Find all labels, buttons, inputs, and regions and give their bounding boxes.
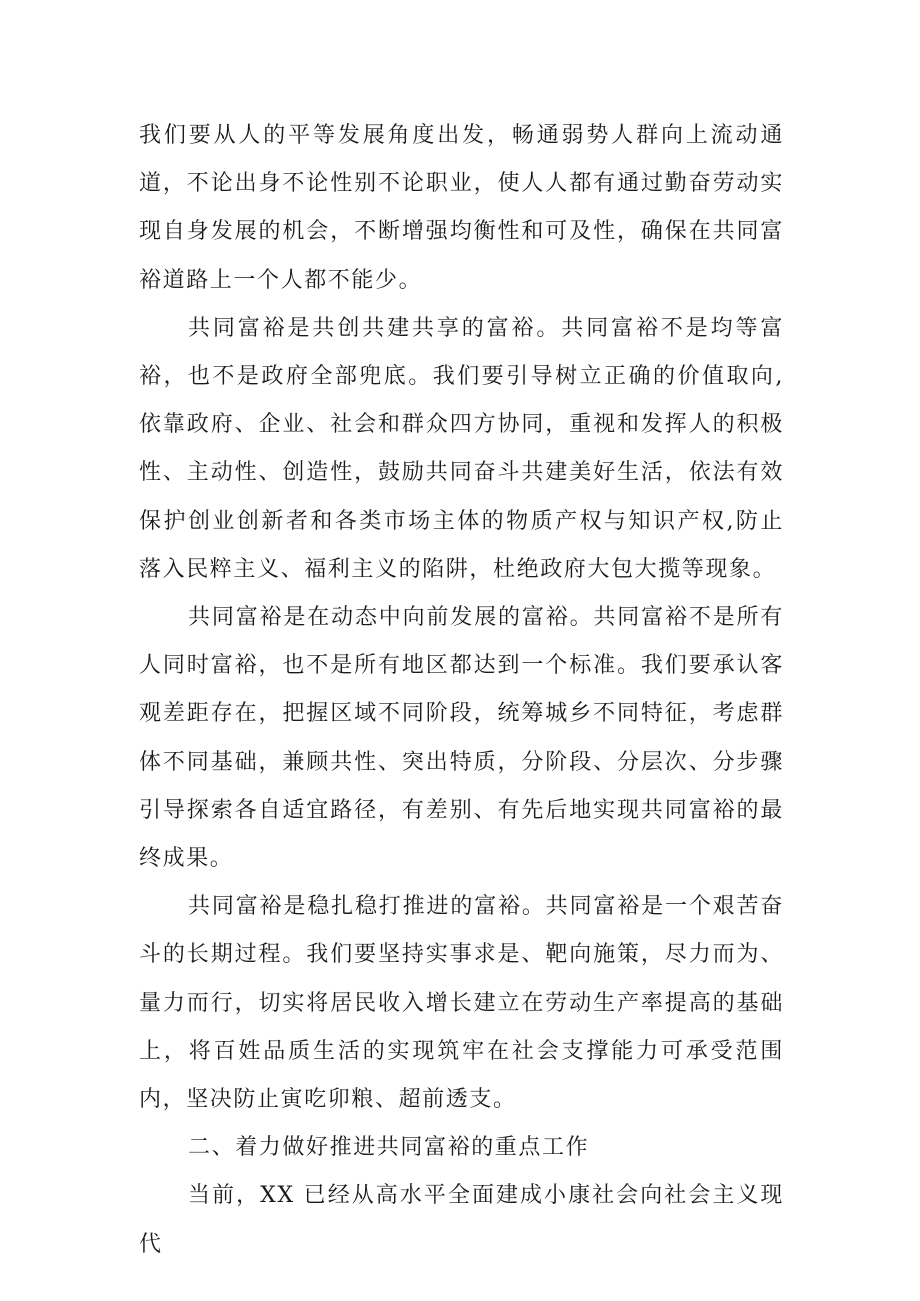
paragraph-shared-prosperity-co-creation: 共同富裕是共创共建共享的富裕。共同富裕不是均等富裕，也不是政府全部兜底。我们要引导树立正确的价值取向,依靠政府、企业、社会和群众四方协同，重视和发挥人的积极性、主动性、创造性，鼓励共同奋斗共建美好生活，依法有效保护创业创新者和各类市场主体的物质产权与知识产权,防止落入民粹主义、福利主义的陷阱，杜绝政府大包大揽等现象。	[139, 315, 784, 582]
paragraph-steady-progress: 共同富裕是稳扎稳打推进的富裕。共同富裕是一个艰苦奋斗的长期过程。我们要坚持实事求是、靶向施策，尽力而为、量力而行，切实将居民收入增长建立在劳动生产率提高的基础上，将百姓品质生活的实现筑牢在社会支撑能力可承受范围内，坚决防止寅吃卯粮、超前透支。	[139, 894, 784, 1113]
paragraph-equal-development: 我们要从人的平等发展角度出发，畅通弱势人群向上流动通道，不论出身不论性别不论职业，使人人都有通过勤奋劳动实现自身发展的机会，不断增强均衡性和可及性，确保在共同富裕道路上一个人都不能少。	[139, 123, 784, 293]
section-heading: 二、着力做好推进共同富裕的重点工作	[188, 1135, 590, 1161]
paragraph-dynamic-development: 共同富裕是在动态中向前发展的富裕。共同富裕不是所有人同时富裕，也不是所有地区都达到一个标准。我们要承认客观差距存在，把握区域不同阶段，统筹城乡不同特征，考虑群体不同基础，兼顾共性、突出特质，分阶段、分层次、分步骤引导探索各自适宜路径，有差别、有先后地实现共同富裕的最终成果。	[139, 605, 784, 872]
document-body	[139, 112, 784, 1269]
paragraph-current-status: 当前，XX 已经从高水平全面建成小康社会向社会主义现代	[139, 1183, 784, 1257]
